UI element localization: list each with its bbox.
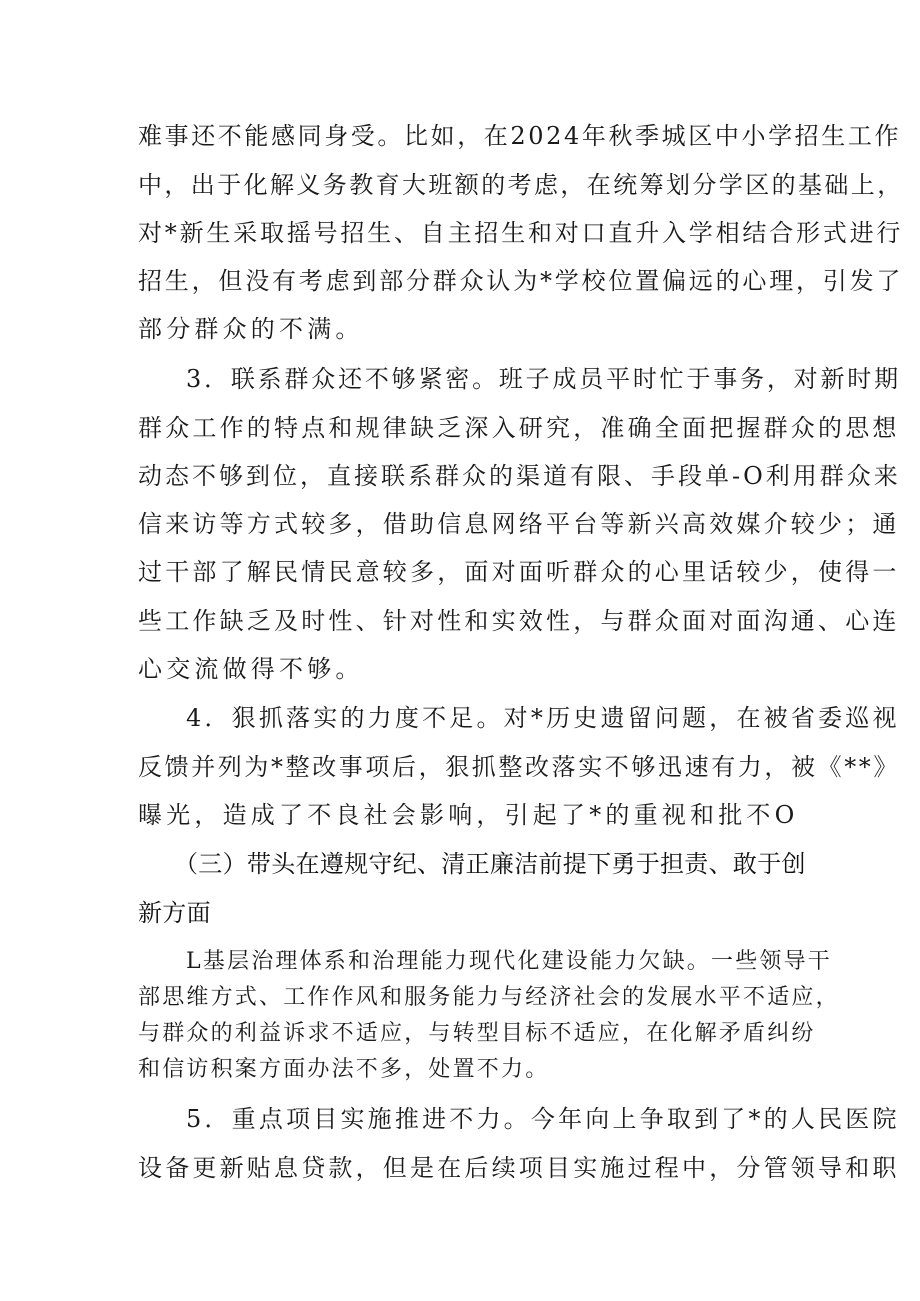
paragraph-3-line-2: 反馈并列为*整改事项后，狠抓整改落实不够迅速有力，被《**》 xyxy=(138,753,900,781)
paragraph-3-line-3: 曝光，造成了不良社会影响，引起了*的重视和批不O xyxy=(138,801,799,829)
paragraph-1-line-2: 中，出于化解义务教育大班额的考虑，在统筹划分学区的基础上， xyxy=(138,171,904,199)
paragraph-4-line-1: L基层治理体系和治理能力现代化建设能力欠缺。一些领导干 xyxy=(186,949,833,974)
paragraph-2-line-5: 过干部了解民情民意较多，面对面听群众的心里话较少，使得一 xyxy=(138,558,900,586)
paragraph-1-line-1: 难事还不能感同身受。比如，在2024年秋季城区中小学招生工作 xyxy=(138,122,902,150)
paragraph-2-line-6: 些工作缺乏及时性、针对性和实效性，与群众面对面沟通、心连 xyxy=(138,607,900,635)
paragraph-1-line-3: 对*新生采取摇号招生、自主招生和对口直升入学相结合形式进行 xyxy=(138,219,904,247)
section-heading-line-2: 新方面 xyxy=(138,899,211,927)
paragraph-4-line-2: 部思维方式、工作作风和服务能力与经济社会的发展水平不适应， xyxy=(138,985,840,1010)
paragraph-2-line-4: 信来访等方式较多，借助信息网络平台等新兴高效媒介较少；通 xyxy=(138,510,900,538)
paragraph-1-line-4: 招生，但没有考虑到部分群众认为*学校位置偏远的心理，引发了 xyxy=(138,267,904,295)
paragraph-2-line-1: 3．联系群众还不够紧密。班子成员平时忙于事务，对新时期 xyxy=(186,365,901,393)
paragraph-1-line-5: 部分群众的不满。 xyxy=(138,315,364,343)
paragraph-5-line-1: 5．重点项目实施推进不力。今年向上争取到了*的人民医院 xyxy=(186,1105,900,1133)
paragraph-5-line-2: 设备更新贴息贷款，但是在后续项目实施过程中，分管领导和职 xyxy=(138,1154,900,1182)
paragraph-3-line-1: 4．狠抓落实的力度不足。对*历史遗留问题，在被省委巡视 xyxy=(186,704,900,732)
paragraph-2-line-7: 心交流做得不够。 xyxy=(138,655,364,683)
section-heading-line-1: （三）带头在遵规守纪、清正廉洁前提下勇于担责、敢于创 xyxy=(174,850,806,878)
paragraph-2-line-3: 动态不够到位，直接联系群众的渠道有限、手段单-O利用群众来 xyxy=(138,462,901,490)
paragraph-4-line-4: 和信访积案方面办法不多，处置不力。 xyxy=(138,1057,550,1082)
paragraph-2-line-2: 群众工作的特点和规律缺乏深入研究，准确全面把握群众的思想 xyxy=(138,414,900,442)
paragraph-4-line-3: 与群众的利益诉求不适应，与转型目标不适应，在化解矛盾纠纷 xyxy=(138,1021,816,1046)
